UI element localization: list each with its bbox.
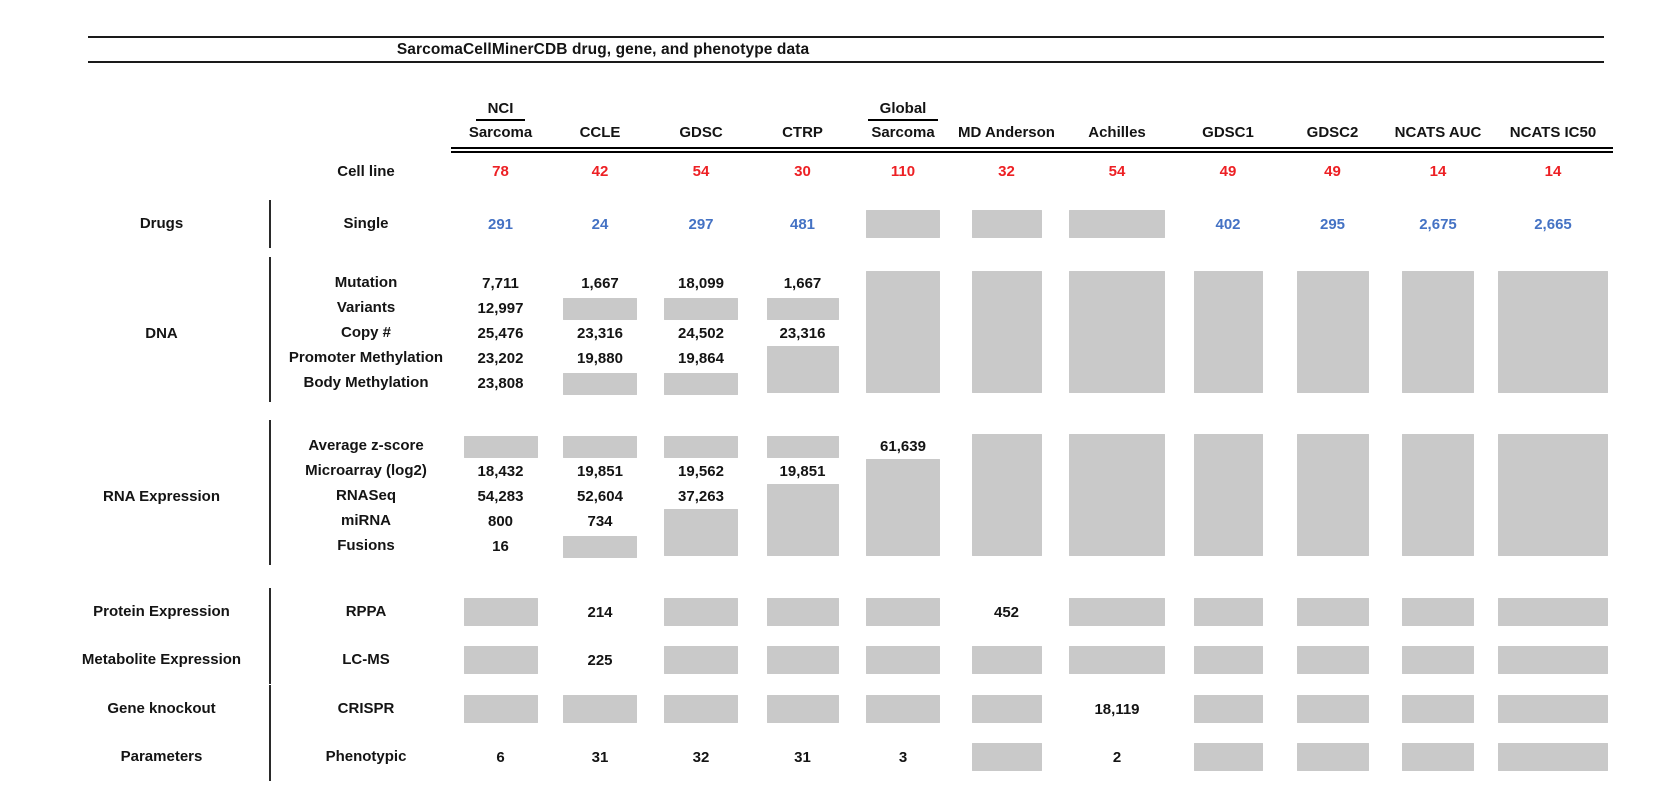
data-cell: 3 <box>898 748 908 766</box>
data-cell: 25,476 <box>477 325 524 342</box>
data-cell <box>853 271 953 396</box>
data-cell: 402 <box>1215 215 1241 233</box>
missing-data-box <box>866 598 940 626</box>
data-cell <box>650 595 752 629</box>
data-cell: 18,432 <box>477 463 524 480</box>
row-label: miRNA <box>340 512 391 530</box>
row-label: CRISPR <box>337 699 395 717</box>
missing-data-box <box>1069 646 1165 674</box>
missing-data-box <box>866 210 940 238</box>
row-label: RPPA <box>345 602 387 620</box>
table-section <box>64 207 1669 241</box>
missing-data-box <box>767 346 839 393</box>
missing-data-box <box>972 646 1042 674</box>
data-cell: 24 <box>591 215 609 233</box>
column-header: GDSC <box>679 124 723 142</box>
column-header: GDSC1 <box>1202 124 1254 142</box>
column-header-top-label: NCI <box>476 100 526 122</box>
data-cell: 32 <box>692 748 710 766</box>
category-divider-line <box>269 588 271 636</box>
data-cell <box>1060 271 1174 396</box>
data-cell: 452 <box>993 603 1020 621</box>
missing-data-box <box>972 743 1042 771</box>
missing-data-box <box>972 271 1042 393</box>
cell-line-count: 14 <box>1429 162 1447 180</box>
data-cell: 734 <box>587 513 613 530</box>
data-cell <box>1282 643 1383 677</box>
missing-data-box <box>1194 434 1263 556</box>
data-cell <box>1383 595 1493 629</box>
data-cell <box>1383 740 1493 774</box>
missing-data-box <box>1297 598 1369 626</box>
category-label: Parameters <box>120 748 203 765</box>
missing-data-box <box>664 373 738 395</box>
row-label: Microarray (log2) <box>305 462 427 480</box>
header-double-rule <box>451 147 1613 153</box>
cell-line-count: 49 <box>1219 162 1237 180</box>
data-cell <box>853 692 953 726</box>
data-cell <box>1060 595 1174 629</box>
data-cell: 297 <box>688 215 714 233</box>
missing-data-box <box>767 646 839 674</box>
data-cell <box>1493 271 1613 396</box>
data-cell <box>953 434 1060 559</box>
data-cell: 2,675 <box>1419 215 1457 233</box>
cell-line-count: 14 <box>1544 162 1562 180</box>
cell-line-count: 54 <box>692 162 710 180</box>
data-cell <box>550 692 650 726</box>
column-header: NCATS IC50 <box>1509 124 1597 142</box>
data-cell <box>953 692 1060 726</box>
data-cell <box>752 484 853 559</box>
table-section <box>64 740 1669 774</box>
data-cell <box>550 371 650 396</box>
missing-data-box <box>866 459 940 556</box>
data-cell <box>451 643 550 677</box>
row-label: Fusions <box>337 537 395 555</box>
category-divider-line <box>269 420 271 565</box>
data-cell: 19,851 <box>577 463 623 480</box>
data-cell <box>1174 692 1282 726</box>
data-cell <box>1383 434 1493 559</box>
data-cell: 23,202 <box>477 350 524 367</box>
data-cell <box>1060 643 1174 677</box>
missing-data-box <box>1402 598 1474 626</box>
category-label: Drugs <box>139 215 184 232</box>
data-cell: 7,711 <box>482 275 519 292</box>
missing-data-box <box>664 298 738 320</box>
missing-data-box <box>464 598 538 626</box>
data-cell <box>650 371 752 396</box>
column-header: MD Anderson <box>958 124 1055 142</box>
data-cell <box>650 434 752 459</box>
data-cell <box>1493 595 1613 629</box>
data-cell: 23,316 <box>779 325 826 342</box>
data-cell: 1,667 <box>783 275 822 292</box>
missing-data-box <box>464 436 538 458</box>
category-divider-line <box>269 685 271 733</box>
data-cell <box>1493 692 1613 726</box>
data-cell <box>752 296 853 321</box>
missing-data-box <box>767 598 839 626</box>
missing-data-box <box>664 646 738 674</box>
missing-data-box <box>1498 695 1608 723</box>
category-divider-line <box>269 733 271 781</box>
category-divider-line <box>269 200 271 248</box>
missing-data-box <box>767 695 839 723</box>
missing-data-box <box>1498 646 1608 674</box>
missing-data-box <box>1402 434 1474 556</box>
data-cell: 2 <box>1112 748 1122 766</box>
category-label: RNA Expression <box>103 487 220 505</box>
data-cell <box>953 207 1060 241</box>
data-cell <box>752 692 853 726</box>
data-cell: 1,667 <box>581 275 619 292</box>
missing-data-box <box>1297 271 1369 393</box>
data-cell <box>1493 434 1613 559</box>
cell-line-count: 78 <box>492 162 509 180</box>
figure-title: SarcomaCellMinerCDB drug, gene, and phenotype data <box>396 41 810 58</box>
data-cell <box>650 692 752 726</box>
data-cell: 6 <box>496 748 505 766</box>
missing-data-box <box>1069 434 1165 556</box>
cell-line-count: 42 <box>591 162 609 180</box>
column-header <box>451 100 550 148</box>
data-cell <box>1174 643 1282 677</box>
category-divider-line <box>269 257 271 402</box>
missing-data-box <box>563 373 637 395</box>
missing-data-box <box>972 210 1042 238</box>
title-bottom-rule <box>88 61 1604 63</box>
column-header-label: Sarcoma <box>468 124 533 142</box>
missing-data-box <box>1194 271 1263 393</box>
missing-data-box <box>1297 743 1369 771</box>
category-divider-line <box>269 636 271 684</box>
table-section <box>64 595 1669 629</box>
data-cell: 54,283 <box>477 488 524 505</box>
cell-line-count: 32 <box>998 162 1015 180</box>
missing-data-box <box>1498 743 1608 771</box>
data-cell: 225 <box>587 651 613 669</box>
missing-data-box <box>1402 271 1474 393</box>
data-cell: 18,099 <box>678 275 724 292</box>
data-cell <box>1282 692 1383 726</box>
missing-data-box <box>563 536 637 558</box>
data-cell <box>853 207 953 241</box>
missing-data-box <box>1069 210 1165 238</box>
row-label: Body Methylation <box>303 374 429 392</box>
data-cell: 295 <box>1319 215 1346 233</box>
missing-data-box <box>866 695 940 723</box>
missing-data-box <box>972 434 1042 556</box>
data-cell <box>853 595 953 629</box>
column-header: NCATS AUC <box>1394 124 1482 142</box>
data-cell: 291 <box>487 215 514 233</box>
data-cell <box>1383 643 1493 677</box>
missing-data-box <box>767 484 839 556</box>
data-cell: 12,997 <box>477 300 524 317</box>
category-label: Gene knockout <box>107 700 216 717</box>
table-body <box>64 207 1669 774</box>
missing-data-box <box>563 298 637 320</box>
data-cell <box>650 643 752 677</box>
category-label: Metabolite Expression <box>81 651 242 668</box>
missing-data-box <box>1069 271 1165 393</box>
data-cell: 19,562 <box>678 463 724 480</box>
missing-data-box <box>464 695 538 723</box>
data-cell <box>1174 434 1282 559</box>
data-cell <box>953 271 1060 396</box>
missing-data-box <box>1498 598 1608 626</box>
row-label: LC-MS <box>342 650 390 668</box>
data-cell: 18,119 <box>1094 700 1140 718</box>
cell-line-count: 110 <box>890 162 916 180</box>
category-label: Protein Expression <box>93 603 230 620</box>
data-cell: 23,808 <box>477 375 524 392</box>
column-header-label: Sarcoma <box>871 124 935 142</box>
missing-data-box <box>1194 646 1263 674</box>
data-cell <box>1282 595 1383 629</box>
data-cell <box>752 643 853 677</box>
missing-data-box <box>563 436 637 458</box>
data-cell <box>650 296 752 321</box>
data-cell: 2,665 <box>1534 215 1572 233</box>
data-cell <box>1174 271 1282 396</box>
row-label: RNASeq <box>335 487 396 505</box>
column-header: Achilles <box>1088 124 1146 142</box>
table-section <box>64 434 1669 559</box>
data-cell: 23,316 <box>577 325 623 342</box>
missing-data-box <box>464 646 538 674</box>
missing-data-box <box>866 646 940 674</box>
data-cell <box>451 692 550 726</box>
row-label: Average z-score <box>308 437 424 455</box>
row-label: Single <box>343 214 389 232</box>
missing-data-box <box>563 695 637 723</box>
table-section <box>64 692 1669 726</box>
column-header: GDSC2 <box>1306 124 1359 142</box>
cell-line-count: 30 <box>794 162 811 180</box>
data-cell: 31 <box>794 748 811 766</box>
data-cell <box>853 643 953 677</box>
cell-line-count: 54 <box>1108 162 1126 180</box>
data-cell <box>1060 207 1174 241</box>
missing-data-box <box>664 695 738 723</box>
data-cell: 19,864 <box>678 350 724 367</box>
row-label: Mutation <box>334 274 398 292</box>
cell-line-count: 49 <box>1324 162 1341 180</box>
missing-data-box <box>1297 695 1369 723</box>
data-cell <box>550 534 650 559</box>
data-cell <box>1282 271 1383 396</box>
data-cell: 24,502 <box>678 325 724 342</box>
data-cell <box>752 346 853 396</box>
column-header: CTRP <box>782 124 823 142</box>
missing-data-box <box>972 695 1042 723</box>
missing-data-box <box>1069 598 1165 626</box>
missing-data-box <box>1498 434 1608 556</box>
data-cell: 214 <box>587 603 613 621</box>
data-cell <box>953 740 1060 774</box>
data-cell <box>953 643 1060 677</box>
data-cell: 800 <box>487 513 514 530</box>
data-cell: 52,604 <box>577 488 623 505</box>
data-cell <box>451 434 550 459</box>
missing-data-box <box>1402 646 1474 674</box>
data-cell: 31 <box>591 748 609 766</box>
missing-data-box <box>1297 646 1369 674</box>
missing-data-box <box>767 298 839 320</box>
missing-data-box <box>1402 743 1474 771</box>
data-cell: 19,851 <box>779 463 826 480</box>
row-label: Variants <box>336 299 396 317</box>
data-cell <box>1174 595 1282 629</box>
missing-data-box <box>664 509 738 556</box>
missing-data-box <box>1194 598 1263 626</box>
category-label: DNA <box>145 324 178 342</box>
missing-data-box <box>1402 695 1474 723</box>
missing-data-box <box>1297 434 1369 556</box>
table-section <box>64 271 1669 396</box>
data-cell <box>451 595 550 629</box>
missing-data-box <box>767 436 839 458</box>
column-header: CCLE <box>579 124 621 142</box>
missing-data-box <box>1194 743 1263 771</box>
data-cell: 16 <box>492 538 509 555</box>
data-cell <box>550 434 650 459</box>
row-label: Copy # <box>340 324 391 342</box>
data-cell <box>1282 434 1383 559</box>
row-label: Promoter Methylation <box>288 349 444 367</box>
data-cell: 37,263 <box>678 488 724 505</box>
data-cell <box>650 509 752 559</box>
table-header <box>64 89 1669 189</box>
missing-data-box <box>1498 271 1608 393</box>
data-cell <box>1493 643 1613 677</box>
data-cell <box>1282 740 1383 774</box>
data-cell <box>550 296 650 321</box>
column-header-top-label: Global <box>868 100 939 122</box>
title-block <box>88 0 1604 63</box>
data-cell <box>1174 740 1282 774</box>
data-cell <box>752 434 853 459</box>
missing-data-box <box>1194 695 1263 723</box>
missing-data-box <box>664 436 738 458</box>
column-header <box>853 100 953 148</box>
data-cell <box>1493 740 1613 774</box>
data-cell: 19,880 <box>577 350 623 367</box>
row-label: Phenotypic <box>325 747 407 765</box>
table-section <box>64 643 1669 677</box>
data-cell <box>853 459 953 559</box>
missing-data-box <box>664 598 738 626</box>
data-cell <box>1383 692 1493 726</box>
data-cell: 61,639 <box>880 438 926 455</box>
missing-data-box <box>866 271 940 393</box>
cell-line-row-label: Cell line <box>337 162 395 180</box>
data-cell <box>752 595 853 629</box>
data-cell: 481 <box>789 215 816 233</box>
data-cell <box>1060 434 1174 559</box>
data-cell <box>1383 271 1493 396</box>
